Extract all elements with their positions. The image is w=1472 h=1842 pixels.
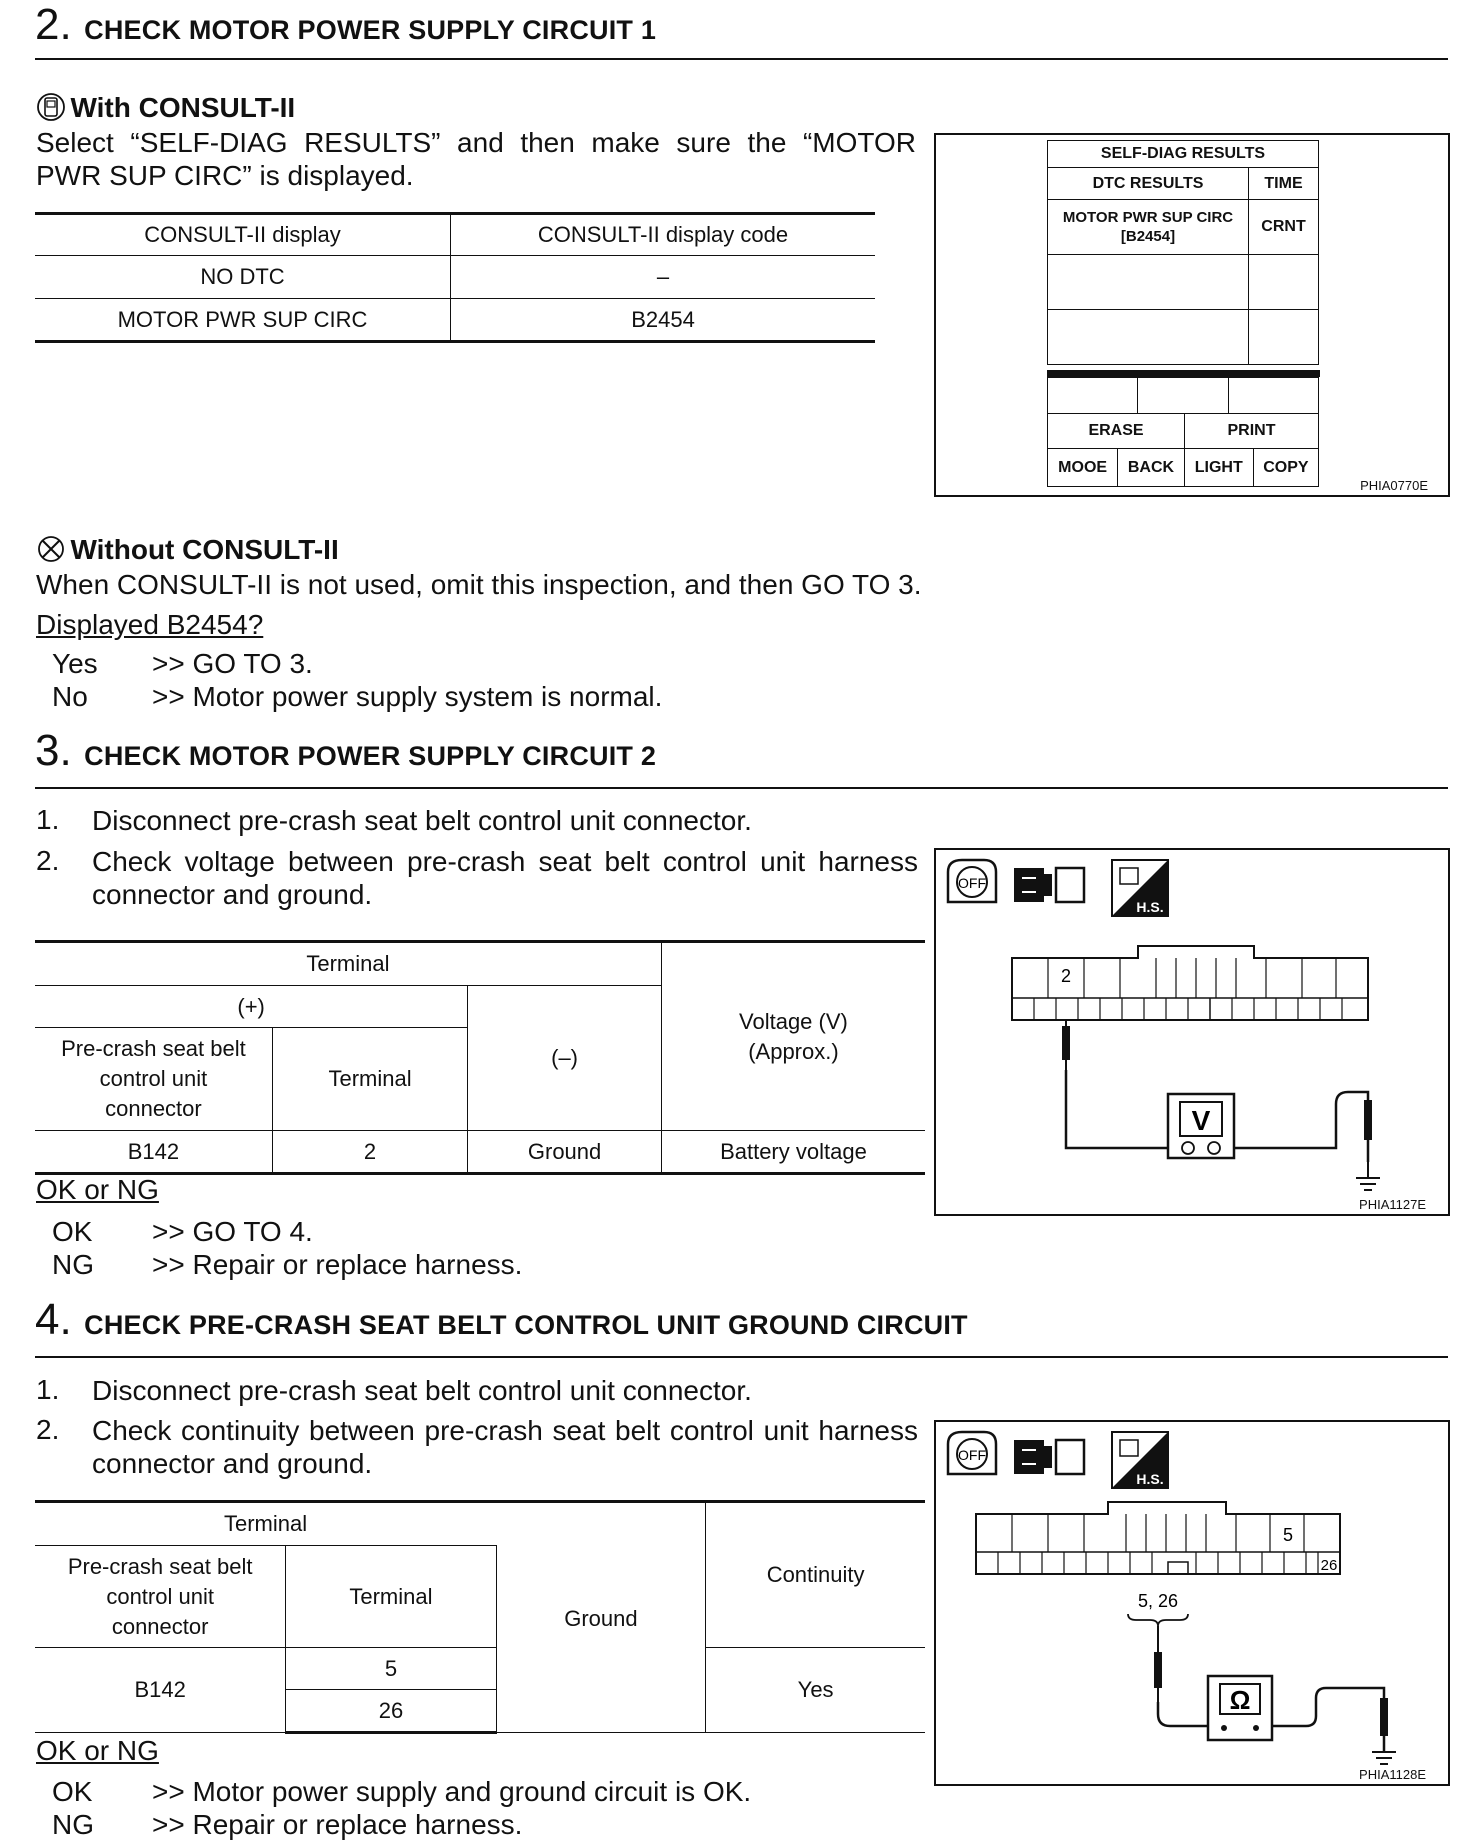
harness-side-icon — [1112, 1432, 1168, 1488]
answer-text: >> Repair or replace harness. — [152, 1809, 523, 1840]
table-cell: Ground — [468, 1131, 662, 1174]
screen-divider-bar — [1047, 370, 1320, 377]
hs-label: H.S. — [1136, 1471, 1164, 1487]
screen-erase-print-row — [1047, 413, 1319, 449]
ignition-off-icon — [948, 860, 996, 902]
self-diag-figure — [934, 133, 1450, 497]
screen-empty-cell — [1249, 310, 1319, 365]
table-cell: 5 — [286, 1648, 496, 1690]
screen-empty-cell — [1249, 255, 1319, 310]
without-consult-label: Without CONSULT-II — [70, 534, 339, 565]
consult-tool-icon — [36, 92, 66, 122]
table-cell: 2 — [272, 1131, 467, 1174]
answer-text: >> Repair or replace harness. — [152, 1249, 523, 1280]
off-label: OFF — [958, 875, 986, 891]
table-cell: B142 — [35, 1131, 272, 1174]
answer-key: OK — [52, 1776, 93, 1807]
screen-erase-button: ERASE — [1048, 414, 1185, 449]
continuity-check-table — [35, 1500, 925, 1734]
ohmmeter-icon — [1208, 1676, 1272, 1740]
ignition-off-icon — [948, 1432, 996, 1474]
table-header: Terminal — [35, 1502, 496, 1546]
harness-connector — [1012, 946, 1368, 1020]
answer-text: >> GO TO 4. — [152, 1216, 313, 1247]
screen-dtc-item — [1048, 200, 1249, 255]
consult-display-table — [35, 212, 875, 343]
continuity-check-figure — [934, 1420, 1450, 1786]
answer-text: >> GO TO 3. — [152, 648, 313, 679]
table-header: Terminal — [272, 1028, 467, 1131]
no-consult-icon — [36, 534, 66, 564]
table-header: (–) — [468, 986, 662, 1131]
with-consult-label: With CONSULT-II — [70, 92, 296, 123]
list-item: Check continuity between pre-crash seat belt control unit harness connector and ground. — [92, 1415, 918, 1479]
answer-key: OK — [52, 1216, 93, 1247]
table-cell: – — [451, 256, 876, 299]
figure-id: PHIA1127E — [1359, 1197, 1426, 1212]
voltage-check-table — [35, 940, 925, 1175]
answer-key: NG — [52, 1809, 94, 1840]
table-header: CONSULT-II display code — [451, 214, 876, 256]
table-header: Pre-crash seat belt control unit connector — [35, 1546, 286, 1648]
screen-col-dtc: DTC RESULTS — [1048, 168, 1249, 200]
table-header: Continuity — [706, 1502, 925, 1648]
step4-rule — [35, 1356, 1448, 1358]
step4-heading — [35, 1295, 968, 1345]
self-diag-screen — [1047, 140, 1319, 365]
screen-blank-row — [1047, 377, 1319, 414]
screen-empty-cell — [1228, 378, 1318, 414]
screen-title: SELF-DIAG RESULTS — [1048, 141, 1319, 168]
step3-number: 3. — [35, 726, 72, 775]
disconnect-connector-icon — [1014, 1440, 1084, 1474]
step4-question: OK or NG — [36, 1735, 159, 1766]
screen-empty-cell — [1138, 378, 1228, 414]
with-consult-text: Select “SELF-DIAG RESULTS” and then make sure the “MOTOR PWR SUP CIRC” is displayed. — [36, 127, 916, 191]
table-cell: Ground — [496, 1546, 706, 1733]
table-spacer — [496, 1502, 706, 1546]
table-header: CONSULT-II display — [35, 214, 451, 256]
screen-back-button: BACK — [1118, 449, 1184, 487]
voltage-check-figure — [934, 848, 1450, 1216]
screen-mode-button: MOOE — [1048, 449, 1118, 487]
table-header: Voltage (V) (Approx.) — [661, 942, 925, 1131]
screen-dtc-code: [B2454] — [1120, 228, 1176, 245]
step2-number: 2. — [35, 0, 72, 49]
step2-question: Displayed B2454? — [36, 609, 264, 640]
list-item: Disconnect pre-crash seat belt control unit connector. — [92, 1375, 752, 1406]
step2-rule — [35, 58, 1448, 60]
step3-heading — [35, 726, 656, 776]
table-cell: Battery voltage — [661, 1131, 925, 1174]
answer-text: >> Motor power supply and ground circuit is OK. — [152, 1776, 752, 1807]
answer-key: Yes — [52, 648, 98, 679]
pin-label: 5 — [1282, 1525, 1294, 1545]
screen-light-button: LIGHT — [1184, 449, 1253, 487]
table-cell: Yes — [706, 1648, 925, 1733]
step2-title: CHECK MOTOR POWER SUPPLY CIRCUIT 1 — [84, 15, 657, 45]
list-item: Check voltage between pre-crash seat belt control unit harness connector and ground. — [92, 846, 918, 910]
table-cell: NO DTC — [35, 256, 451, 299]
screen-button-row — [1047, 448, 1319, 487]
step3-question: OK or NG — [36, 1174, 159, 1205]
without-consult-text: When CONSULT-II is not used, omit this inspection, and then GO TO 3. — [36, 569, 922, 600]
screen-print-button: PRINT — [1185, 414, 1319, 449]
table-cell: 26 — [286, 1690, 496, 1733]
table-cell: B2454 — [451, 299, 876, 342]
figure-id: PHIA0770E — [1360, 478, 1428, 493]
ground-wiring — [1272, 1688, 1396, 1764]
table-cell: MOTOR PWR SUP CIRC — [35, 299, 451, 342]
disconnect-connector-icon — [1014, 868, 1084, 902]
step3-rule — [35, 787, 1448, 789]
table-cell: B142 — [35, 1648, 286, 1733]
screen-dtc-time: CRNT — [1249, 200, 1319, 255]
screen-empty-cell — [1048, 255, 1249, 310]
with-consult-heading — [36, 92, 295, 124]
screen-empty-cell — [1048, 310, 1249, 365]
answer-key: NG — [52, 1249, 94, 1280]
voltmeter-icon — [1168, 1094, 1234, 1158]
screen-copy-button: COPY — [1253, 449, 1318, 487]
list-number: 2. — [36, 845, 60, 876]
screen-dtc-name: MOTOR PWR SUP CIRC — [1062, 209, 1234, 226]
off-label: OFF — [958, 1447, 986, 1463]
list-number: 2. — [36, 1414, 60, 1445]
step4-title: CHECK PRE-CRASH SEAT BELT CONTROL UNIT GROUND CIRCUIT — [84, 1310, 968, 1340]
meter-label: V — [1191, 1105, 1211, 1136]
screen-col-time: TIME — [1249, 168, 1319, 200]
figure-id: PHIA1128E — [1359, 1767, 1426, 1782]
list-item: Disconnect pre-crash seat belt control unit connector. — [92, 805, 752, 836]
harness-connector — [976, 1502, 1340, 1574]
step4-number: 4. — [35, 1295, 72, 1344]
pin-group-label: 5, 26 — [1137, 1591, 1179, 1611]
table-header: Terminal — [286, 1546, 496, 1648]
answer-text: >> Motor power supply system is normal. — [152, 681, 663, 712]
answer-key: No — [52, 681, 88, 712]
pin-label: 26 — [1320, 1557, 1338, 1574]
pin-label: 2 — [1060, 966, 1072, 986]
without-consult-heading — [36, 534, 339, 566]
table-header: Terminal — [35, 942, 661, 986]
meter-label: Ω — [1229, 1685, 1251, 1715]
table-header: (+) — [35, 986, 468, 1028]
table-header: Pre-crash seat belt control unit connector — [35, 1028, 272, 1131]
list-number: 1. — [36, 1374, 60, 1405]
ground-probe-bracket — [1128, 1591, 1208, 1726]
step2-heading — [35, 0, 656, 50]
list-number: 1. — [36, 804, 60, 835]
screen-empty-cell — [1048, 378, 1138, 414]
harness-side-icon — [1112, 860, 1168, 916]
hs-label: H.S. — [1136, 899, 1164, 915]
step3-title: CHECK MOTOR POWER SUPPLY CIRCUIT 2 — [84, 741, 657, 771]
